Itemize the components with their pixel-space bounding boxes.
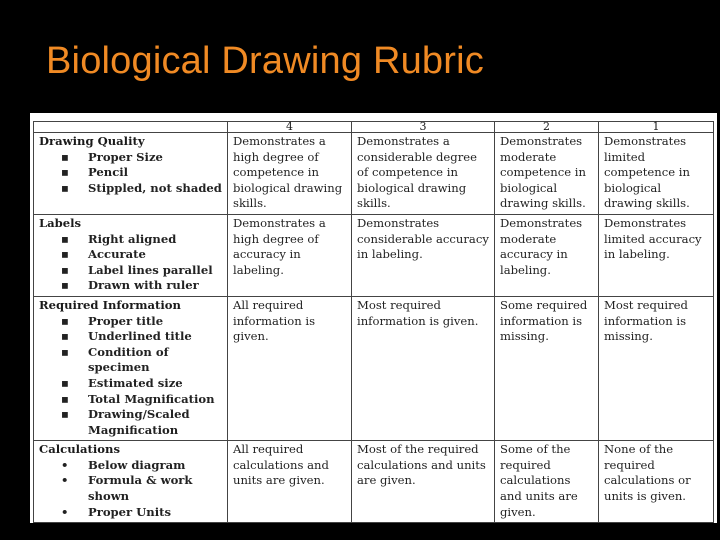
bullet-icon: •: [61, 473, 69, 488]
bullet-icon: ▪: [61, 329, 69, 344]
score-header-1: 1: [599, 122, 714, 133]
list-item: • Proper Units: [61, 504, 172, 519]
list-item: ▪ Proper Size: [61, 149, 163, 164]
criteria-header: [34, 122, 228, 133]
bullet-icon: ▪: [61, 247, 69, 262]
criterion-cell: [34, 133, 228, 215]
table-row: [34, 133, 714, 215]
criterion-items: [39, 314, 222, 439]
rubric-sheet: [30, 113, 717, 523]
bullet-icon: ▪: [61, 313, 69, 328]
score-cell-4: Demonstrates a high degree of accuracy in labeling.: [228, 214, 352, 296]
list-item: ▪ Drawing/Scaled Magnification: [61, 407, 190, 437]
table-row: [34, 296, 714, 440]
bullet-icon: ▪: [61, 278, 69, 293]
criterion-items: [39, 150, 222, 197]
list-item: ▪ Drawn with ruler: [61, 278, 199, 293]
criterion-cell: [34, 441, 228, 523]
bullet-icon: ▪: [61, 375, 69, 390]
bullet-icon: ▪: [61, 262, 69, 277]
table-row: [34, 441, 714, 523]
criterion-title: Labels: [39, 215, 82, 230]
criterion-cell: [34, 214, 228, 296]
bullet-icon: •: [61, 504, 69, 519]
table-row: [34, 214, 714, 296]
list-item: ▪ Accurate: [61, 247, 146, 262]
list-item: ▪ Total Magnification: [61, 391, 215, 406]
score-cell-3: Most of the required calculations and units are given.: [352, 441, 495, 523]
score-cell-2: Some required information is missing.: [495, 296, 599, 440]
list-item: ▪ Pencil: [61, 165, 129, 180]
score-cell-3: Demonstrates a considerable degree of competence in biological drawing skills.: [352, 133, 495, 215]
bullet-icon: ▪: [61, 344, 69, 359]
criterion-title: Drawing Quality: [39, 134, 145, 148]
list-item: ▪ Proper title: [61, 313, 164, 328]
score-cell-2: Demonstrates moderate competence in biological drawing skills.: [495, 133, 599, 215]
header-row: [34, 122, 714, 133]
score-cell-4: All required calculations and units are given.: [228, 441, 352, 523]
list-item: • Below diagram: [61, 457, 186, 472]
score-cell-3: Demonstrates considerable accuracy in labeling.: [352, 214, 495, 296]
criterion-cell: [34, 296, 228, 440]
rubric-table: [33, 121, 714, 523]
bullet-icon: •: [61, 457, 69, 472]
list-item: ▪ Condition of specimen: [61, 344, 169, 375]
score-header-2: 2: [495, 122, 599, 133]
bullet-icon: ▪: [61, 231, 69, 246]
score-cell-1: Demonstrates limited accuracy in labeling.: [599, 214, 714, 296]
score-cell-2: Demonstrates moderate accuracy in labeling.: [495, 214, 599, 296]
criterion-title: Calculations: [39, 442, 120, 457]
bullet-icon: ▪: [61, 391, 69, 406]
list-item: ▪ Underlined title: [61, 329, 192, 344]
page-title: Biological Drawing Rubric: [46, 40, 484, 82]
list-item: ▪ Stippled, not shaded: [61, 180, 222, 195]
list-item: ▪ Estimated size: [61, 375, 183, 390]
list-item: • Formula & work shown: [61, 473, 193, 504]
list-item: ▪ Right aligned: [61, 231, 177, 246]
bullet-icon: ▪: [61, 165, 69, 180]
score-cell-4: Demonstrates a high degree of competence in biological drawing skills.: [228, 133, 352, 215]
criterion-title: Required Information: [39, 297, 181, 312]
bullet-icon: ▪: [61, 407, 69, 422]
bullet-icon: ▪: [61, 149, 69, 164]
bullet-icon: ▪: [61, 180, 69, 195]
list-item: ▪ Label lines parallel: [61, 262, 213, 277]
criterion-items: [39, 458, 222, 520]
score-cell-4: All required information is given.: [228, 296, 352, 440]
criterion-items: [39, 232, 222, 294]
score-cell-1: None of the required calculations or units is given.: [599, 441, 714, 523]
score-cell-3: Most required information is given.: [352, 296, 495, 440]
score-header-3: 3: [352, 122, 495, 133]
score-cell-1: Most required information is missing.: [599, 296, 714, 440]
score-cell-1: Demonstrates limited competence in biological drawing skills.: [599, 133, 714, 215]
score-header-4: 4: [228, 122, 352, 133]
score-cell-2: Some of the required calculations and units are given.: [495, 441, 599, 523]
